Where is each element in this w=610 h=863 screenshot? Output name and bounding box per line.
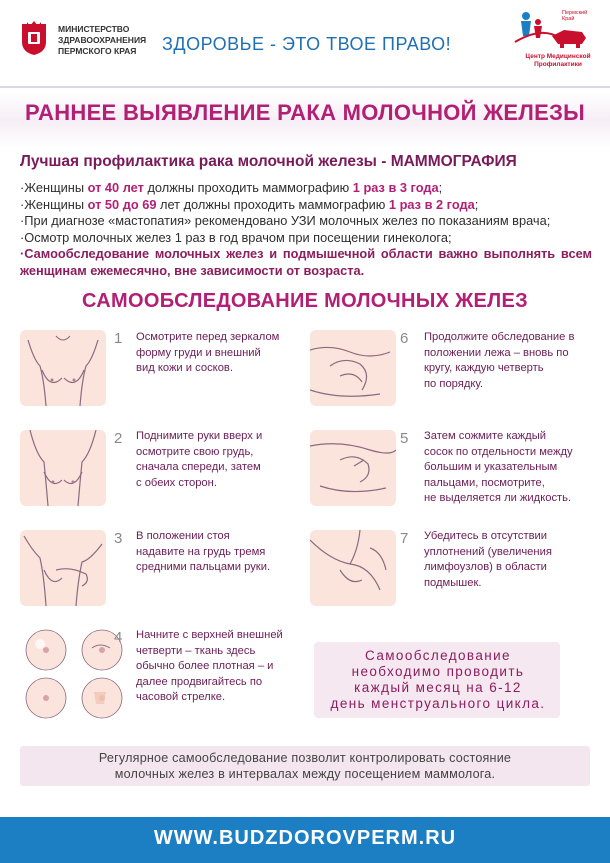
step-7-text: Убедитесь в отсутствии уплотнений (увеличения лимфоузлов) в области подмышек. [424,530,552,589]
step-5-number: 5 [400,430,409,447]
step-5-illustration [310,430,396,506]
step-4-text: Начните с верхней внешней четверти – ткань здесь обычно более плотная – и далее продвигайтесь по часовой стрелке. [136,629,283,703]
logo-region: Пермский [562,10,588,16]
ministry-line: МИНИСТЕРСТВО [58,24,130,34]
logo-center-name: Профилактики [534,61,582,68]
step-3-illustration [20,530,106,606]
website-link[interactable]: WWW.BUDZDOROVPERM.RU [153,827,457,849]
step-1-text: Осмотрите перед зеркалом форму груди и внешний вид кожи и сосков. [136,331,280,374]
logo-center-name: Центр Медицинской [525,53,591,60]
ministry-line: ПЕРМСКОГО КРАЯ [58,46,137,56]
step-1-illustration [20,330,106,406]
step-4-number: 4 [114,629,123,646]
list-item: ·Осмотр молочных желез 1 раз в год врачом при посещении гинеколога; [20,229,452,245]
note-text: Регулярное самообследование позволит контролировать состояние молочных желез в интервалах между посещением маммолога. [98,751,512,781]
step-1-number: 1 [114,330,123,347]
list-item: ·Женщины от 50 до 69 лет должны проходить маммографию 1 раз в 2 года; [20,196,479,212]
list-item: ·Самообследование молочных желез и подмышечной области важно выполнять всем женщинам ежемесячно, вне зависимости от возраста. [20,246,592,278]
list-item: ·При диагнозе «мастопатия» рекомендовано УЗИ молочных желез по показаниям врача; [20,213,551,229]
self-exam-heading: САМООБСЛЕДОВАНИЕ МОЛОЧНЫХ ЖЕЛЕЗ [82,290,528,312]
step-6-number: 6 [400,330,409,347]
step-2-text: Поднимите руки вверх и осмотрите свою грудь, сначала спереди, затем с обеих сторон. [136,430,263,489]
mammography-list [20,180,592,280]
prevention-center-logo [512,8,600,74]
list-item: ·Женщины от 40 лет должны проходить маммографию 1 раз в 3 года; [20,180,443,195]
step-2-number: 2 [114,430,123,447]
step-7-number: 7 [400,530,409,547]
step-7-illustration [310,530,396,606]
mammography-heading: Лучшая профилактика рака молочной железы - МАММОГРАФИЯ [20,153,517,170]
ministry-name [58,24,168,57]
header-divider [0,86,610,88]
page-title: РАННЕЕ ВЫЯВЛЕНИЕ РАКА МОЛОЧНОЙ ЖЕЛЕЗЫ [24,100,585,125]
step-2-illustration [20,430,106,506]
step-5-text: Затем сожмите каждый сосок по отдельности между большим и указательным пальцами, посмотрите, не выделяется ли жидкость. [424,430,573,504]
step-3-number: 3 [114,530,123,547]
logo-region: Край [562,16,575,22]
ministry-logo [18,18,50,56]
monthly-reminder-text: Самообследование необходимо проводить каждый месяц на 6-12 день менструального цикла. [330,648,546,711]
step-6-text: Продолжите обследование в положении лежа – вновь по кругу, каждую четверть по порядку. [424,331,575,390]
step-3-text: В положении стоя надавите на грудь тремя средними пальцами руки. [136,530,271,573]
step-6-illustration [310,330,396,406]
ministry-line: ЗДРАВООХРАНЕНИЯ [58,35,147,45]
slogan: ЗДОРОВЬЕ - ЭТО ТВОЕ ПРАВО! [162,34,452,54]
